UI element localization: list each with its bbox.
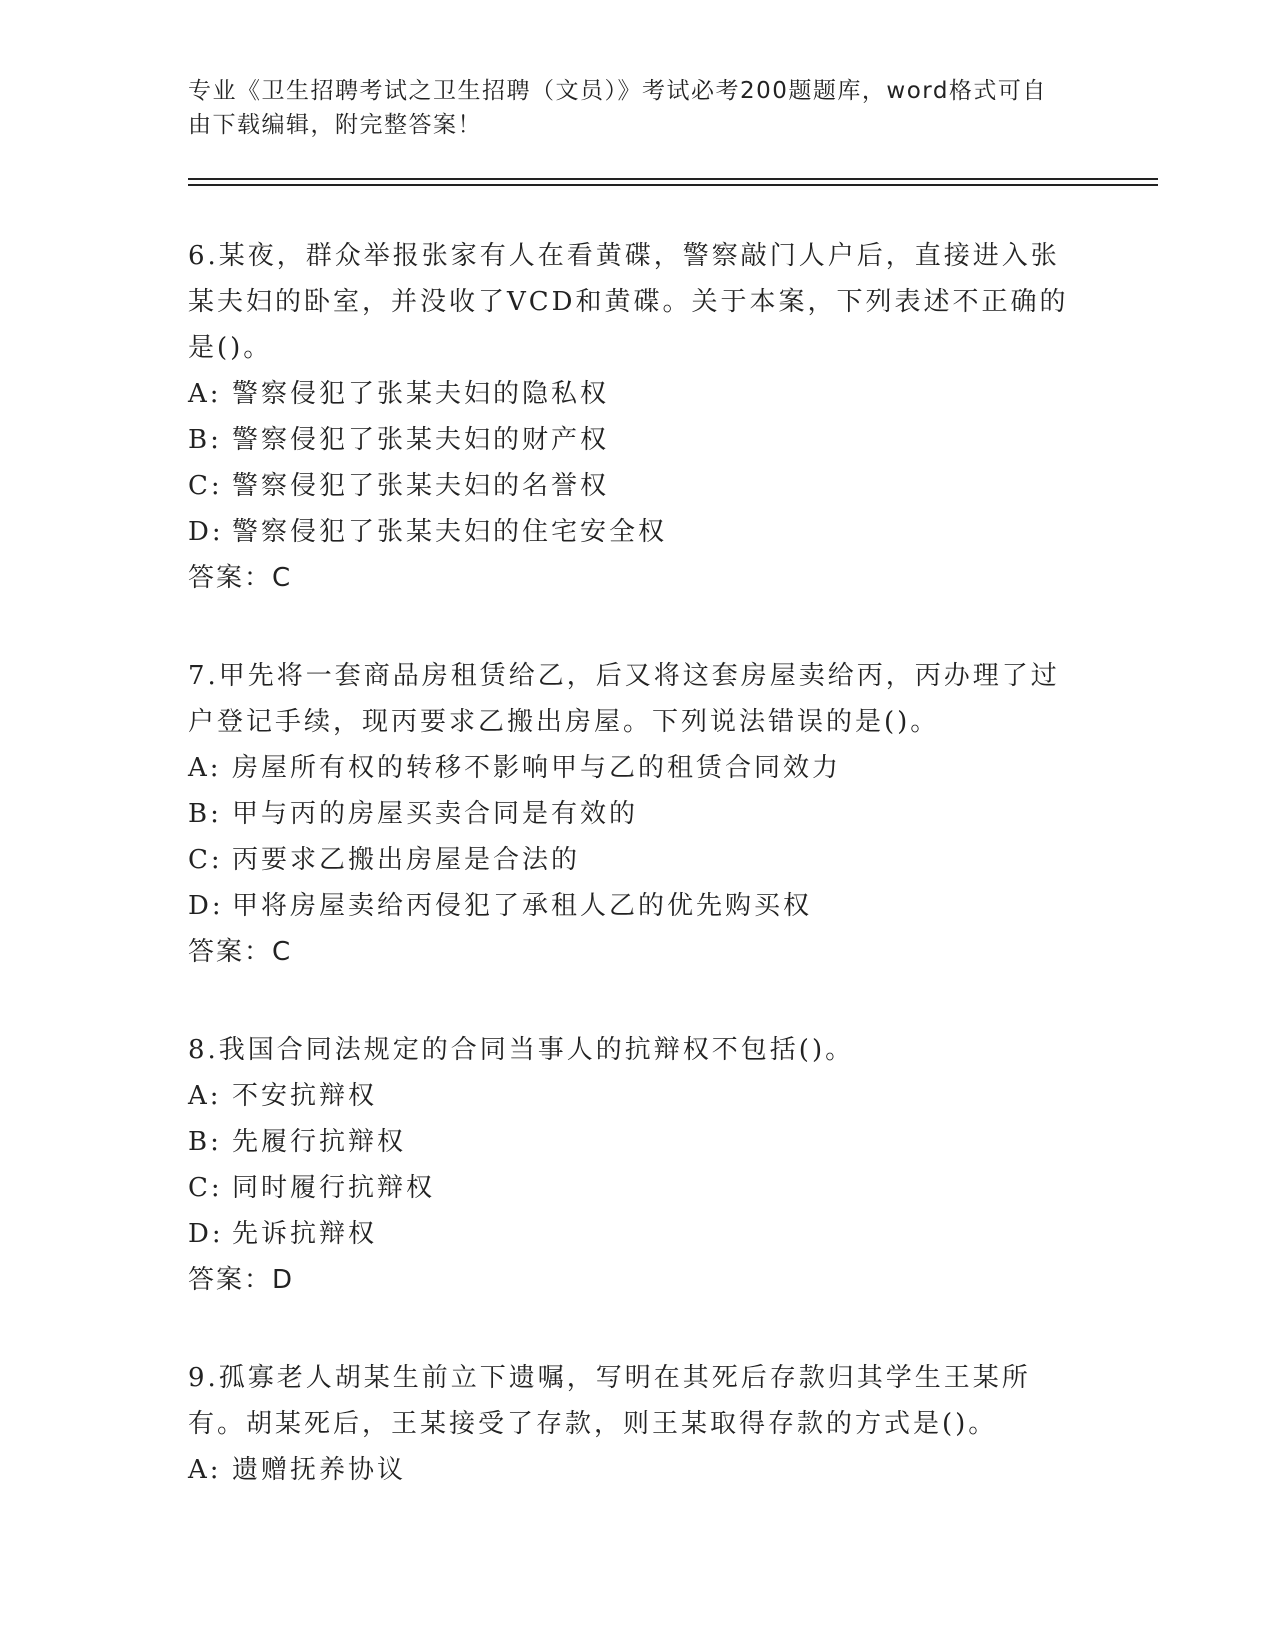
- question-stem: 6.某夜，群众举报张家有人在看黄碟，警察敲门人户后，直接进入张某夫妇的卧室，并没收了VCD和黄碟。关于本案，下列表述不正确的是()。: [188, 241, 1069, 363]
- option-letter: B:: [188, 1127, 222, 1157]
- header-divider-bottom: [188, 184, 1158, 186]
- option-d: [188, 883, 1088, 929]
- option-b: [188, 791, 1088, 837]
- question-7: [188, 653, 1088, 975]
- option-text: 警察侵犯了张某夫妇的住宅安全权: [232, 517, 668, 547]
- option-a: [188, 1447, 1088, 1493]
- option-letter: C:: [188, 1173, 223, 1203]
- option-text: 不安抗辩权: [232, 1081, 378, 1111]
- option-b: [188, 417, 1088, 463]
- option-text: 警察侵犯了张某夫妇的隐私权: [232, 379, 610, 409]
- question-stem: 8.我国合同法规定的合同当事人的抗辩权不包括()。: [188, 1035, 855, 1065]
- option-c: [188, 837, 1088, 883]
- option-d: [188, 509, 1088, 555]
- option-letter: C:: [188, 471, 223, 501]
- option-text: 同时履行抗辩权: [232, 1173, 436, 1203]
- option-text: 丙要求乙搬出房屋是合法的: [232, 845, 581, 875]
- option-a: [188, 371, 1088, 417]
- option-letter: B:: [188, 425, 222, 455]
- option-d: [188, 1211, 1088, 1257]
- answer-line: 答案：D: [188, 1265, 295, 1295]
- header-divider-top: [188, 178, 1158, 180]
- option-letter: A:: [188, 1081, 222, 1111]
- option-text: 警察侵犯了张某夫妇的名誉权: [232, 471, 610, 501]
- question-list: [188, 233, 1088, 1545]
- answer-line: 答案：C: [188, 937, 293, 967]
- option-a: [188, 1073, 1088, 1119]
- option-letter: B:: [188, 799, 222, 829]
- option-c: [188, 463, 1088, 509]
- option-text: 先诉抗辩权: [232, 1219, 378, 1249]
- option-text: 先履行抗辩权: [232, 1127, 407, 1157]
- option-letter: C:: [188, 845, 223, 875]
- option-text: 甲将房屋卖给丙侵犯了承租人乙的优先购买权: [232, 891, 813, 921]
- page-header: 专业《卫生招聘考试之卫生招聘（文员）》考试必考200题题库，word格式可自由下载编辑，附完整答案！: [188, 78, 1047, 138]
- option-letter: A:: [188, 753, 222, 783]
- option-c: [188, 1165, 1088, 1211]
- option-letter: D:: [188, 1219, 224, 1249]
- question-stem: 9.孤寡老人胡某生前立下遗嘱，写明在其死后存款归其学生王某所有。胡某死后，王某接受了存款，则王某取得存款的方式是()。: [188, 1363, 1031, 1439]
- question-stem: 7.甲先将一套商品房租赁给乙，后又将这套房屋卖给丙，丙办理了过户登记手续，现丙要求乙搬出房屋。下列说法错误的是()。: [188, 661, 1060, 737]
- option-letter: A:: [188, 379, 222, 409]
- option-a: [188, 745, 1088, 791]
- option-text: 遗赠抚养协议: [232, 1455, 407, 1485]
- option-text: 警察侵犯了张某夫妇的财产权: [232, 425, 610, 455]
- question-9: [188, 1355, 1088, 1493]
- question-8: [188, 1027, 1088, 1303]
- option-text: 甲与丙的房屋买卖合同是有效的: [232, 799, 639, 829]
- option-letter: D:: [188, 517, 224, 547]
- option-letter: D:: [188, 891, 224, 921]
- option-text: 房屋所有权的转移不影响甲与乙的租赁合同效力: [232, 753, 842, 783]
- option-b: [188, 1119, 1088, 1165]
- answer-line: 答案：C: [188, 563, 293, 593]
- question-6: [188, 233, 1088, 601]
- option-letter: A:: [188, 1455, 222, 1485]
